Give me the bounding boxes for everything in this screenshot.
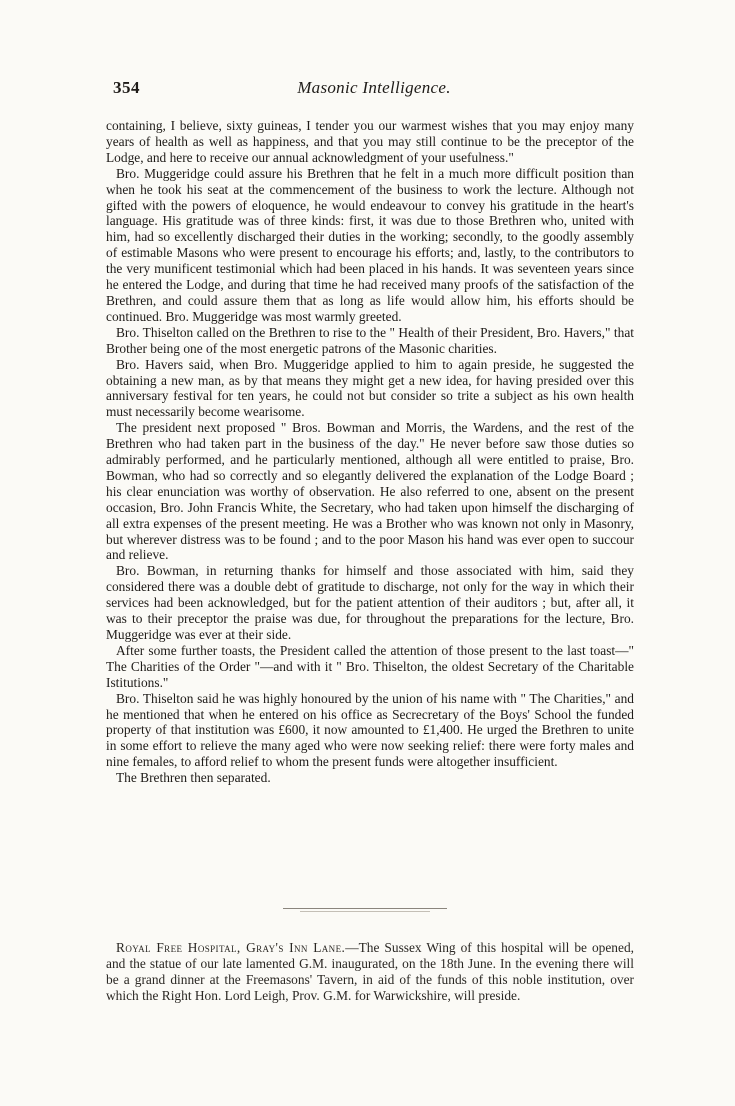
page-number: 354 bbox=[113, 78, 140, 97]
paragraph: After some further toasts, the President called the attention of those present to the last toast—" The Charities of the Order "—and with it " Bro. Thiselton, the oldest Secretary of the Charitable Istitutions." bbox=[106, 642, 634, 690]
paragraph: The president next proposed " Bros. Bowman and Morris, the Wardens, and the rest of the Brethren who had taken part in the business of the day." He never before saw those duties so admirably performed, and he particularly mentioned, although all were entitled to praise, Bro. Bowman, who had so correctly and so elegantly delivered the explanation of the Lodge Board ; his clear enunciation was worthy of observation. He also referred to one, absent on the present occasion, Bro. John Francis White, the Secretary, who had taken upon himself the discharging of all extra expenses of the present meeting. He was a Brother who was known not only in Masonry, but wherever distress was to be found ; and to the poor Mason his hand was ever open to succour and relieve. bbox=[106, 420, 634, 563]
notice-heading: Royal Free Hospital, Gray's Inn Lane. bbox=[116, 940, 346, 955]
article-body bbox=[106, 118, 634, 786]
running-header bbox=[113, 78, 635, 102]
paragraph: Bro. Thiselton called on the Brethren to rise to the " Health of their President, Bro. Havers," that Brother being one of the most energetic patrons of the Masonic charities. bbox=[106, 324, 634, 356]
paragraph: The Brethren then separated. bbox=[116, 770, 271, 786]
running-title: Masonic Intelligence. bbox=[297, 78, 451, 97]
paragraph: Bro. Havers said, when Bro. Muggeridge applied to him to again preside, he suggested the obtaining a new man, as by that means they might get a new idea, for having presided over this anniversary festival for ten years, he could not but consider so trite a subject as his own health must necessarily become wearisome. bbox=[106, 356, 634, 420]
paragraph: Bro. Bowman, in returning thanks for himself and those associated with him, said they considered there was a double debt of gratitude to discharge, not only for the way in which their services had been acknowledged, but for the patient attention of their auditors ; but, after all, it was to their preceptor the praise was due, for throughout the preparations for the lecture, Bro. Muggeridge was ever at their side. bbox=[106, 563, 634, 642]
paragraph: Bro. Thiselton said he was highly honoured by the union of his name with " The Charities," and he mentioned that when he entered on his office as Secrecretary of the Boys' School the funded property of that institution was £600, it now amounted to £1,400. He urged the Brethren to unite in some effort to relieve the many aged who were now seeking relief: there were forty males and nine females, to afford relief to whom the present funds were altogether insufficient. bbox=[106, 690, 634, 770]
paragraph: Bro. Muggeridge could assure his Brethren that he felt in a much more difficult position than when he took his seat at the commencement of the business to work the lecture. Although not gifted with the powers of eloquence, he would endeavour to convey his gratitude in the heart's language. His gratitude was of three kinds: first, it was due to those Brethren who, united with him, had so excellently discharged their duties in the working; secondly, to the goodly assembly of estimable Masons who were present to encourage his efforts; and, lastly, to the contributors to the very munificent testimonial which had been placed in his hands. It was seventeen years since he entered the Lodge, and during that time he had received many proofs of the satisfaction of the Brethren, and could assure them that as long as life would allow him, his efforts should be continued. Bro. Muggeridge was most warmly greeted. bbox=[106, 165, 634, 324]
notice-paragraph bbox=[106, 940, 634, 1004]
notice-text: —The Sussex Wing of this hospital will be opened, and the statue of our late lamented G.M. inaugurated, on the 18th June. In the evening there will be a grand dinner at the Freemasons' Tavern, in aid of the funds of this noble institution, over which the Right Hon. Lord Leigh, Prov. G.M. for Warwickshire, will preside. bbox=[106, 940, 634, 1003]
section-divider-secondary bbox=[300, 911, 430, 912]
section-divider bbox=[283, 908, 447, 909]
paragraph: containing, I believe, sixty guineas, I tender you our warmest wishes that you may enjoy many years of health as well as happiness, and that you may still continue to be the preceptor of the Lodge, and here to receive our annual acknowledgment of your usefulness." bbox=[106, 118, 634, 165]
hospital-notice bbox=[106, 940, 634, 1004]
